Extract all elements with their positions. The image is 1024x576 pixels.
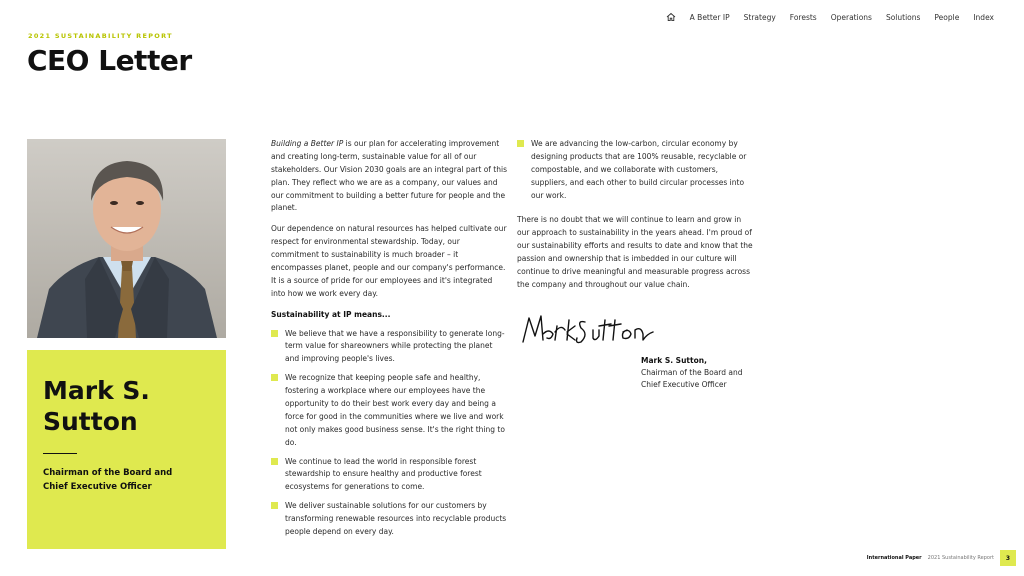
- ceo-portrait-photo: [27, 139, 226, 338]
- bullet-square-icon: [271, 458, 278, 465]
- footer-report: 2021 Sustainability Report: [927, 555, 994, 561]
- list-item: We continue to lead the world in responsible forest stewardship to ensure healthy and productive forest ecosystems for generations to come.: [271, 456, 507, 495]
- bullet-square-icon: [517, 140, 524, 147]
- nav-link-people[interactable]: People: [934, 12, 960, 22]
- bullet-square-icon: [271, 374, 278, 381]
- letter-column-1: [271, 138, 507, 545]
- sustainability-subhead: Sustainability at IP means...: [271, 309, 391, 319]
- page-number-badge: 3: [1000, 550, 1016, 566]
- page-footer: [867, 550, 1016, 566]
- bullet-square-icon: [271, 502, 278, 509]
- top-nav: [666, 12, 994, 22]
- signature-name: Mark S. Sutton,: [641, 355, 707, 365]
- home-icon[interactable]: [666, 12, 676, 22]
- letter-paragraph-2: Our dependence on natural resources has helped cultivate our respect for environmental stewardship. Today, our commitment to sustainability is much broader – it encompasses planet, people and our company's performance. It is a source of pride for our employees and it's integrated into how we work every day.: [271, 224, 507, 298]
- bullet-square-icon: [271, 330, 278, 337]
- list-item: We deliver sustainable solutions for our customers by transforming renewable resources into recyclable products people depend on every day.: [271, 500, 507, 539]
- nav-link-strategy[interactable]: Strategy: [743, 12, 776, 22]
- letter-closing: There is no doubt that we will continue to learn and grow in our approach to sustainability in the years ahead. I'm proud of our sustainability efforts and results to date and know that the passion and ownership that is imbedded in our culture will continue to drive meaningful and measurable progress across the company and throughout our value chain.: [517, 215, 753, 289]
- letter-column-2: [517, 138, 755, 392]
- intro-plan-name: Building a Better IP: [271, 139, 344, 148]
- nav-link-solutions[interactable]: Solutions: [885, 12, 921, 22]
- signature-title: Chairman of the Board and Chief Executive Officer: [641, 368, 743, 390]
- signature-image: [517, 312, 677, 348]
- list-item: We believe that we have a responsibility to generate long-term value for shareowners while protecting the planet and improving people's lives.: [271, 328, 507, 367]
- list-item: We are advancing the low-carbon, circular economy by designing products that are 100% reusable, recyclable or compostable, and we collaborate with customers, suppliers, and each other to build circular processes into our work.: [517, 138, 755, 202]
- intro-text: is our plan for accelerating improvement and creating long-term, sustainable value for all of our stakeholders. Our Vision 2030 goals are an integral part of this plan. They reflect who we are as a company, our values and our commitment to building a better future for people and the planet.: [271, 139, 507, 213]
- report-eyebrow: 2021 SUSTAINABILITY REPORT: [28, 32, 173, 40]
- ceo-name-card: [27, 350, 226, 549]
- nav-link-index[interactable]: Index: [973, 12, 994, 22]
- ceo-name: [43, 376, 210, 437]
- nav-link-a-better-ip[interactable]: A Better IP: [689, 12, 730, 22]
- ceo-role: Chairman of the Board and Chief Executive Officer: [43, 468, 173, 493]
- nav-link-operations[interactable]: Operations: [830, 12, 872, 22]
- divider: [43, 453, 77, 454]
- footer-org: International Paper: [866, 555, 922, 561]
- signature-block: [641, 355, 755, 392]
- page-title: CEO Letter: [27, 44, 192, 77]
- ceo-name-line-2: Sutton: [43, 406, 138, 436]
- letter-intro: [271, 138, 507, 215]
- nav-link-forests[interactable]: Forests: [789, 12, 817, 22]
- ceo-name-line-1: Mark S.: [43, 376, 150, 405]
- list-item: We recognize that keeping people safe and healthy, fostering a workplace where our employees have the opportunity to do their best work every day and being a force for good in the communities where we live and work not only makes good business sense. It's the right thing to do.: [271, 372, 507, 449]
